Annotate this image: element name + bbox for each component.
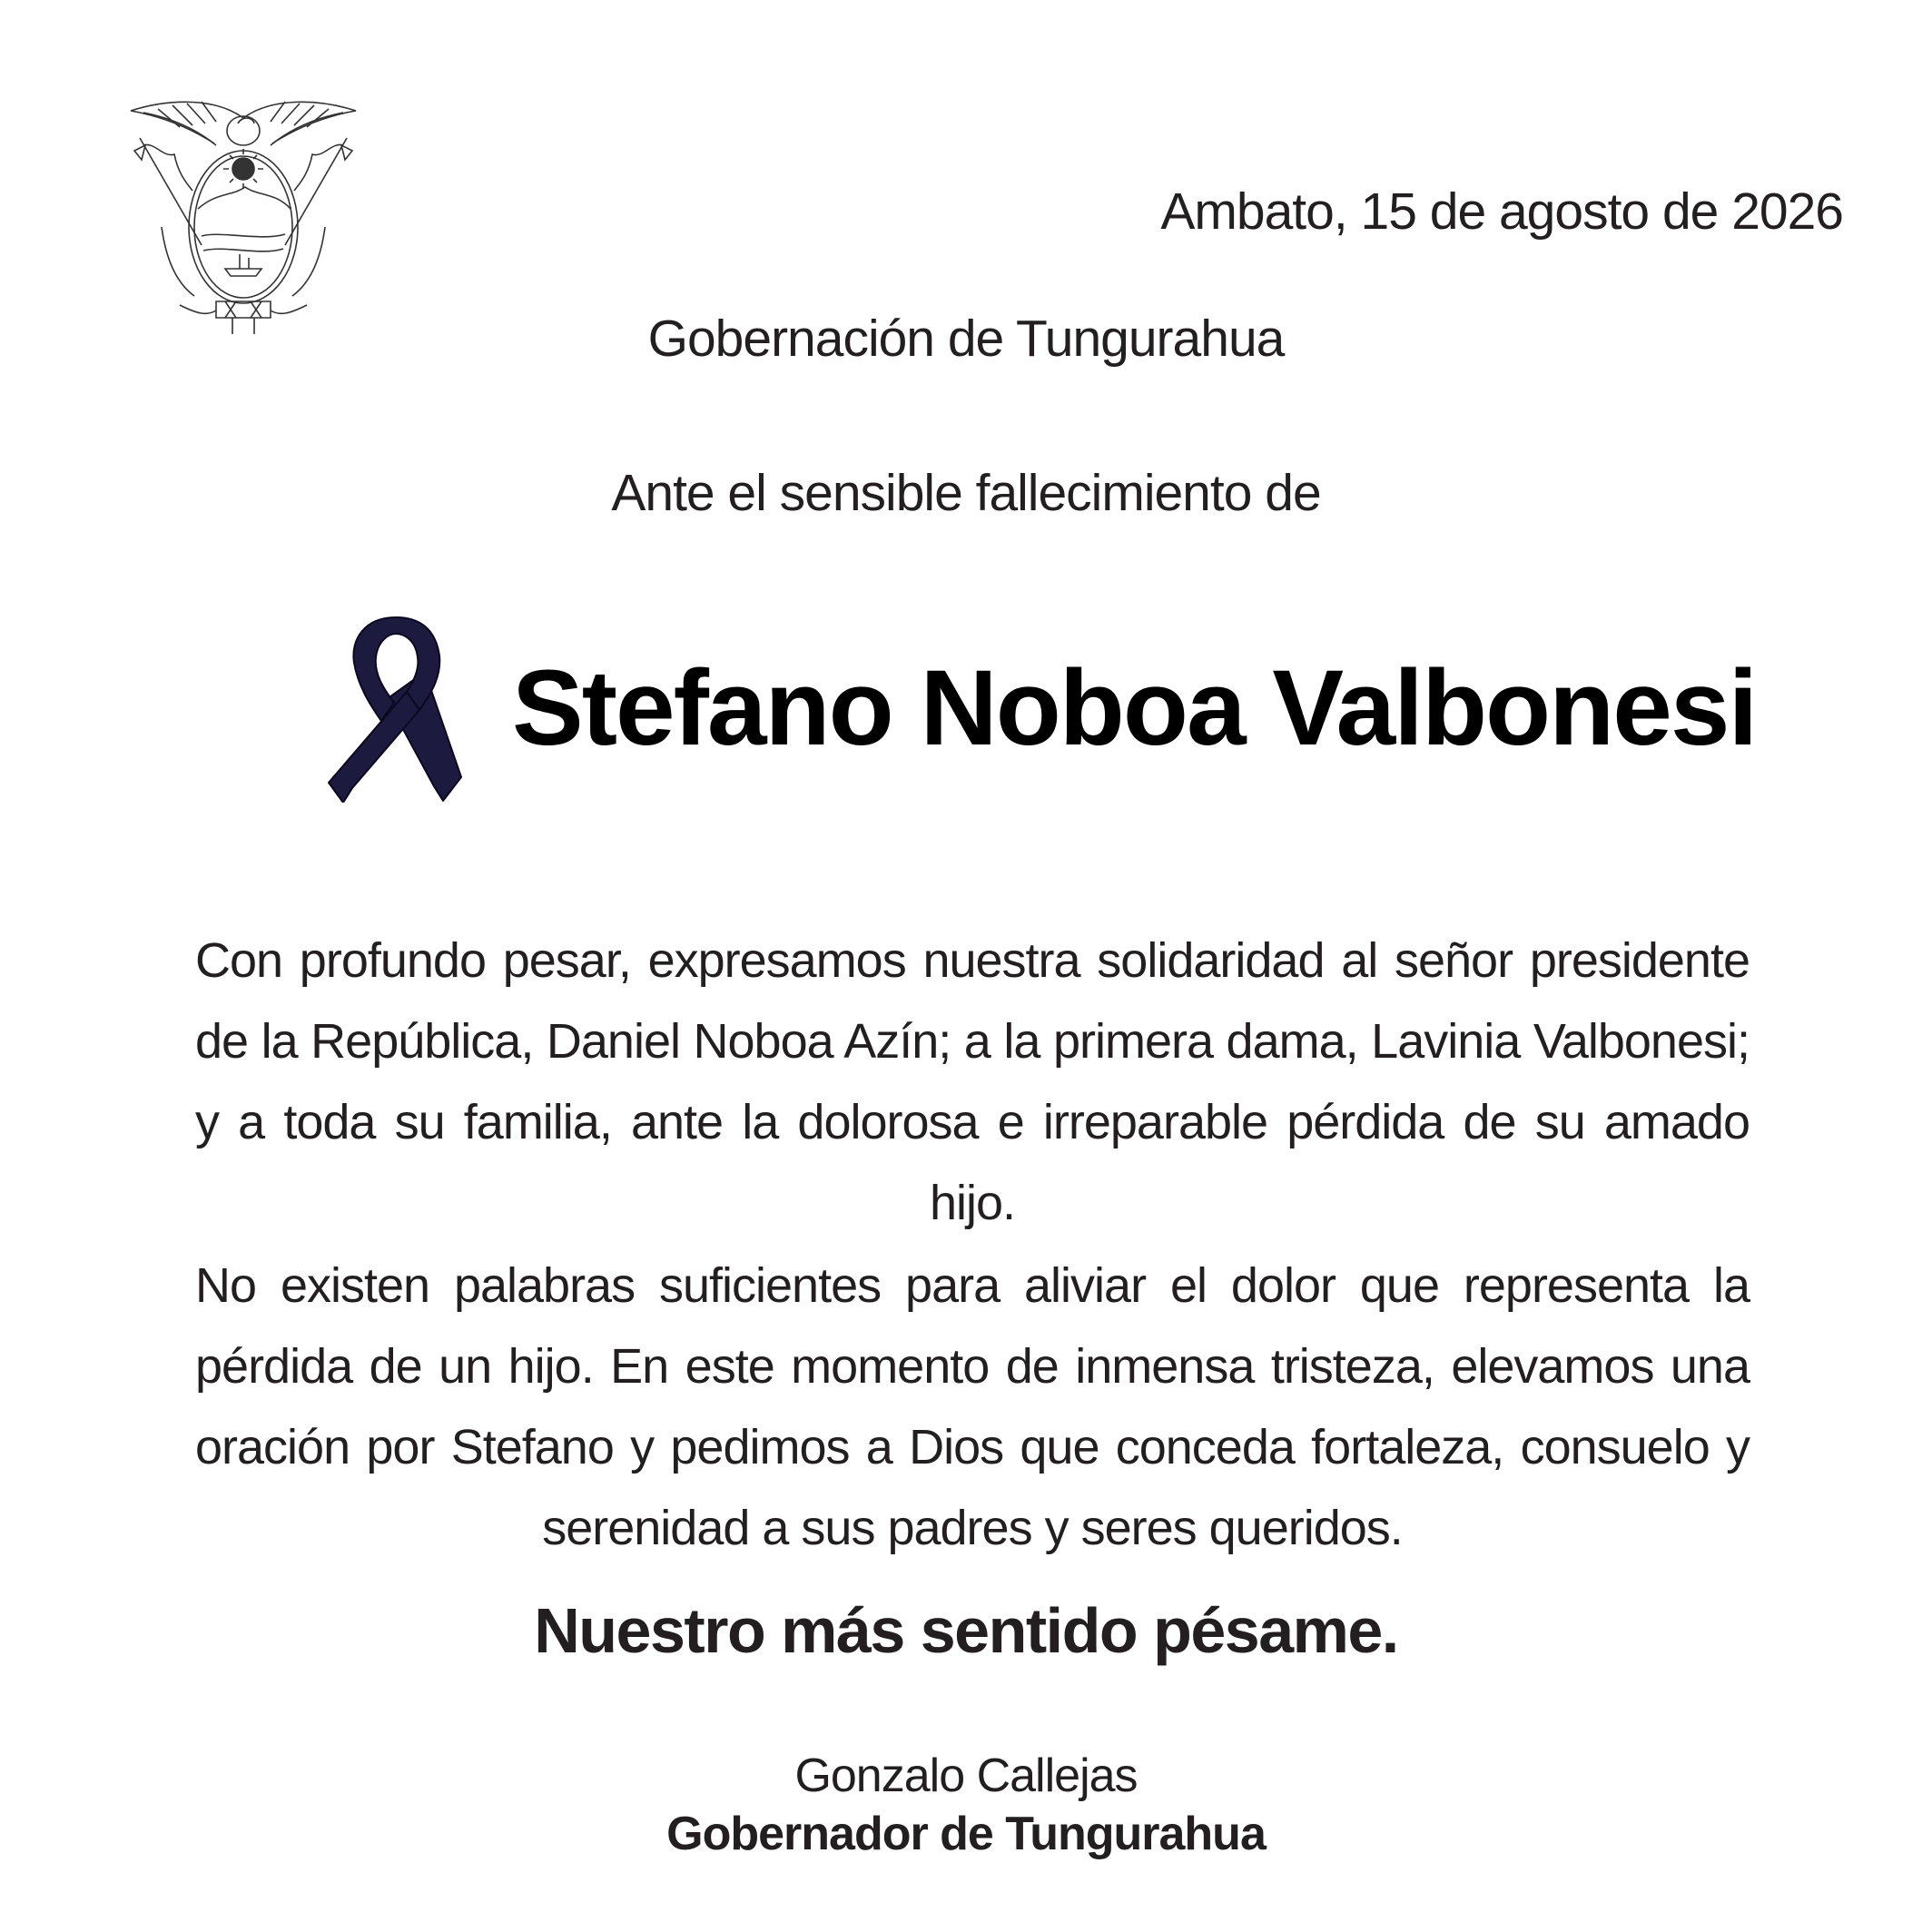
condolence-paragraph-1: Con profundo pesar, expresamos nuestra solidaridad al señor presidente de la República, Daniel Noboa Azín; a la primera dama, Lavinia Valbonesi; y a toda su familia, ante la dolorosa e irreparable pérdida de su amado hijo.	[195, 933, 1750, 1230]
signer-title: Gobernador de Tungurahua	[666, 1808, 1266, 1860]
closing-line: Nuestro más sentido pésame.	[534, 1595, 1398, 1666]
intro-line: Ante el sensible fallecimiento de	[611, 464, 1321, 522]
signer-name: Gonzalo Callejas	[794, 1750, 1138, 1802]
date-line: Ambato, 15 de agosto de 2026	[1160, 182, 1843, 241]
condolence-paragraph-2: No existen palabras suficientes para aliviar el dolor que representa la pérdida de un hijo. En este momento de inmensa tristeza, elevamos una oración por Stefano y pedimos a Dios que conceda fortaleza, consuelo y serenidad a sus padres y seres queridos.	[195, 1258, 1750, 1555]
organization-name: Gobernación de Tungurahua	[647, 310, 1285, 368]
coat-of-arms-icon	[125, 91, 361, 336]
mourning-ribbon-icon	[327, 616, 463, 803]
deceased-name: Stefano Noboa Valbonesi	[512, 648, 1757, 768]
